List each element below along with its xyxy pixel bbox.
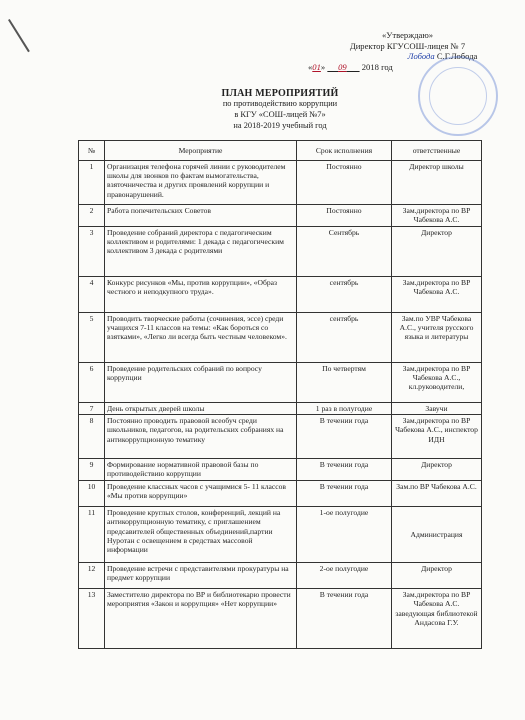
document-title xyxy=(160,88,400,131)
row-event: Проведение круглых столов, конференций, лекций на антикоррупционную тематику, с приглашением предсавителей общественных объединений,партии Нуротан с освещением в средствах массовой информации xyxy=(105,507,297,563)
row-responsible: Директор школы xyxy=(392,161,482,205)
row-num: 2 xyxy=(79,205,105,227)
header-responsible: ответственные xyxy=(392,141,482,161)
date-open: « xyxy=(308,61,313,72)
table-row xyxy=(79,507,482,563)
table-row xyxy=(79,481,482,507)
events-table xyxy=(78,140,482,649)
row-event: Формирование нормативной правовой базы по противодействию коррупции xyxy=(105,459,297,481)
table-row xyxy=(79,459,482,481)
approval-position: Директор КГУСОШ-лицея № 7 xyxy=(349,40,466,51)
row-num: 13 xyxy=(79,589,105,649)
row-responsible: Завучи xyxy=(392,403,482,415)
table-row xyxy=(79,415,482,459)
row-responsible: Директор xyxy=(392,563,482,589)
row-event: Проведение встречи с представителями прокуратуры на предмет коррупции xyxy=(105,563,297,589)
row-event: Организация телефона горячей линии с руководителем школы для звонков по фактам вымогательства, взяточничества и других проявлений коррупции и правонарушений. xyxy=(105,161,297,205)
table-row xyxy=(79,205,482,227)
row-responsible: Администрация xyxy=(392,507,482,563)
row-responsible: Зам.директора по ВР Чабекова А.С. xyxy=(392,277,482,313)
row-event: Проведение родительских собраний по вопросу коррупции xyxy=(105,363,297,403)
row-event: Конкурс рисунков «Мы, против коррупции», «Образ честного и неподкупного труда». xyxy=(105,277,297,313)
row-term: В течении года xyxy=(297,481,392,507)
title-line-1: по противодействию коррупции xyxy=(222,99,338,108)
table-row xyxy=(79,589,482,649)
table-header-row xyxy=(79,141,482,161)
row-num: 9 xyxy=(79,459,105,481)
row-term: 2-ое полугодие xyxy=(297,563,392,589)
table-row xyxy=(79,403,482,415)
signature-icon: Лобода xyxy=(407,51,435,61)
row-event: День открытых дверей школы xyxy=(105,403,297,415)
row-event: Заместителю директора по ВР и библиотекарю провести мероприятия «Закон и коррупция» «Нет коррупции» xyxy=(105,589,297,649)
row-num: 8 xyxy=(79,415,105,459)
row-responsible: Зам.директора по ВР Чабекова А.С., инспектор ИДН xyxy=(392,415,482,459)
row-responsible: Директор xyxy=(392,459,482,481)
row-term: 1 раз в полугодие xyxy=(297,403,392,415)
row-num: 1 xyxy=(79,161,105,205)
row-term: Постоянно xyxy=(297,205,392,227)
row-responsible: Директор xyxy=(392,227,482,277)
row-responsible: Зам.директора по ВР Чабекова А.С., кл.руководители, xyxy=(392,363,482,403)
title-line-2: в КГУ «СОШ-лицей №7» xyxy=(234,109,326,119)
row-num: 11 xyxy=(79,507,105,563)
row-num: 3 xyxy=(79,227,105,277)
row-term: сентябрь xyxy=(297,277,392,313)
row-num: 7 xyxy=(79,403,105,415)
approval-signature-line xyxy=(300,51,515,62)
row-num: 5 xyxy=(79,313,105,363)
row-responsible: Зам.по ВР Чабекова А.С. xyxy=(392,481,482,507)
date-year: 2018 год xyxy=(361,61,393,72)
row-num: 10 xyxy=(79,481,105,507)
row-term: 1-ое полугодие xyxy=(297,507,392,563)
approval-label: «Утверждаю» xyxy=(381,30,434,40)
row-term: В течении года xyxy=(297,415,392,459)
row-event: Проведение собраний директора с педагогическим коллективом и родителями: 1 декада с педагогическим коллективом 3 декада с родителями xyxy=(105,227,297,277)
row-responsible: Зам.директора по ВР Чабекова А.С. заведующая библиотекой Андасова Г.У. xyxy=(392,589,482,649)
row-event: Проводить творческие работы (сочинения, эссе) среди учащихся 7-11 классов на темы: «Как бороться со взятками», «Легко ли всегда быть честным человеком». xyxy=(105,313,297,363)
row-event: Работа попечительских Советов xyxy=(105,205,297,227)
header-event: Мероприятие xyxy=(105,141,297,161)
table-row xyxy=(79,313,482,363)
header-term: Срок исполнения xyxy=(297,141,392,161)
date-month: 09 xyxy=(338,61,347,72)
row-term: В течении года xyxy=(297,589,392,649)
date-close: » xyxy=(320,61,326,72)
header-num: № xyxy=(79,141,105,161)
row-num: 12 xyxy=(79,563,105,589)
table-row xyxy=(79,363,482,403)
table-row xyxy=(79,227,482,277)
table-row xyxy=(79,277,482,313)
title-main: ПЛАН МЕРОПРИЯТИЙ xyxy=(221,88,339,99)
date-day: 01 xyxy=(312,61,321,72)
table-row xyxy=(79,161,482,205)
row-num: 6 xyxy=(79,363,105,403)
approval-signature-name: С.Г.Лобода xyxy=(436,51,478,61)
row-term: По четвертям xyxy=(297,363,392,403)
row-event: Проведение классных часов с учащимися 5- 11 классов «Мы против коррупции» xyxy=(105,481,297,507)
title-line-3: на 2018-2019 учебный год xyxy=(233,120,327,130)
row-responsible: Зам.по УВР Чабекова А.С., учителя русского языка и литературы xyxy=(392,313,482,363)
pen-stroke-mark xyxy=(8,19,30,52)
row-term: Постоянно xyxy=(297,161,392,205)
row-term: В течении года xyxy=(297,459,392,481)
seal-stamp-icon xyxy=(418,56,498,136)
row-event: Постоянно проводить правовой всеобуч среди школьников, педагогов, на родительских собраниях на антикоррупционную тематику xyxy=(105,415,297,459)
row-term: Сентябрь xyxy=(297,227,392,277)
row-num: 4 xyxy=(79,277,105,313)
row-responsible: Зам.директора по ВР Чабекова А.С. xyxy=(392,205,482,227)
row-term: сентябрь xyxy=(297,313,392,363)
table-row xyxy=(79,563,482,589)
